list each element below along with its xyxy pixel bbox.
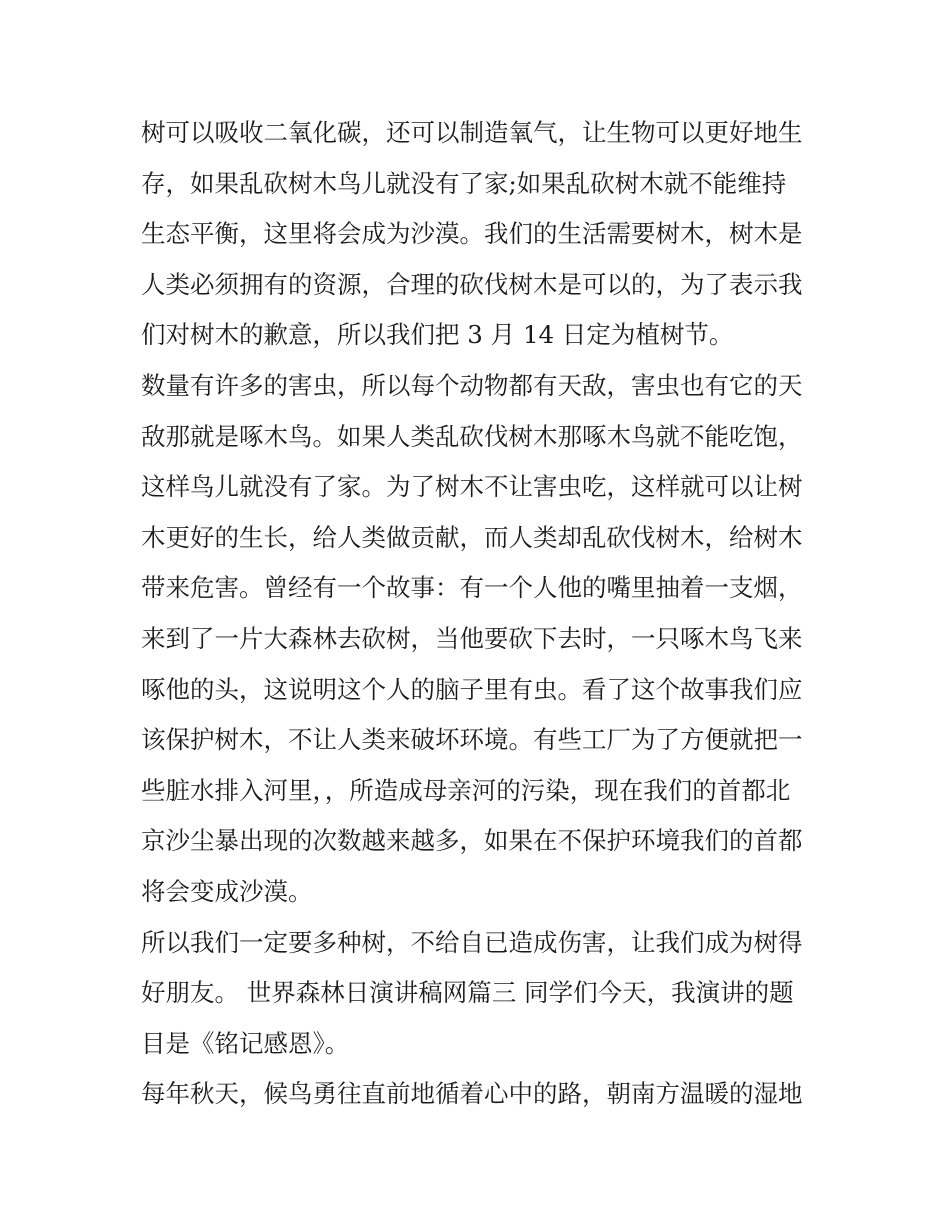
text-line: 存，如果乱砍树木鸟儿就没有了家;如果乱砍树木就不能维持 [141, 168, 787, 198]
text-line: 敌那就是啄木鸟。如果人类乱砍伐树木那啄木鸟就不能吃饱， [141, 421, 803, 451]
text-line: 目是《铭记感恩》。 [141, 1028, 350, 1058]
text-line: 这样鸟儿就没有了家。为了树木不让害虫吃，这样就可以让树 [141, 472, 803, 502]
document-body [141, 108, 813, 1120]
text-line: 京沙尘暴出现的次数越来越多，如果在不保护环境我们的首都 [141, 826, 803, 856]
text-line: 人类必须拥有的资源，合理的砍伐树木是可以的，为了表示我 [141, 269, 803, 299]
text-line: 些脏水排入河里，，所造成母亲河的污染，现在我们的首都北 [141, 775, 791, 805]
text-line: 们对树木的歉意，所以我们把 3 月 14 日定为植树节。 [141, 320, 734, 350]
text-line: 木更好的生长，给人类做贡献，而人类却乱砍伐树木，给树木 [141, 522, 803, 552]
text-line: 每年秋天，候鸟勇往直前地循着心中的路，朝南方温暖的湿地 [141, 1079, 803, 1109]
text-line: 好朋友。 世界森林日演讲稿网篇三 同学们今天，我演讲的题 [141, 978, 794, 1008]
text-line: 将会变成沙漠。 [141, 876, 313, 906]
text-line: 数量有许多的害虫，所以每个动物都有天敌，害虫也有它的天 [141, 370, 803, 400]
text-line: 带来危害。曾经有一个故事：有一个人他的嘴里抽着一支烟， [141, 573, 803, 603]
text-line: 来到了一片大森林去砍树，当他要砍下去时，一只啄木鸟飞来 [141, 623, 803, 653]
text-line: 树可以吸收二氧化碳，还可以制造氧气，让生物可以更好地生 [141, 118, 803, 147]
text-line: 啄他的头，这说明这个人的脑子里有虫。看了这个故事我们应 [141, 674, 803, 704]
text-line: 生态平衡，这里将会成为沙漠。我们的生活需要树木，树木是 [141, 219, 803, 249]
text-line: 该保护树木，不让人类来破坏环境。有些工厂为了方便就把一 [141, 725, 803, 755]
text-line: 所以我们一定要多种树，不给自已造成伤害，让我们成为树得 [141, 927, 803, 957]
